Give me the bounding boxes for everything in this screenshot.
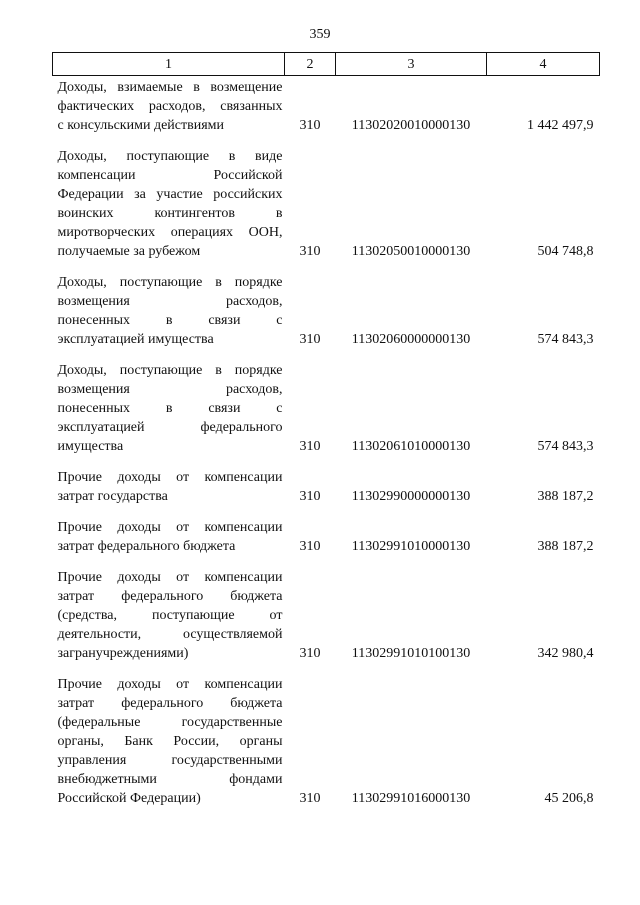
amount-value: 504 748,8	[537, 244, 594, 259]
table-row	[53, 561, 600, 668]
budget-classification-code: 11302991016000130	[351, 791, 471, 806]
description-line: эксплуатацией имущества	[57, 332, 214, 347]
admin-code: 310	[299, 791, 321, 806]
table-row	[53, 461, 600, 511]
amount-value: 45 206,8	[544, 791, 594, 806]
description-line: возмещения расходов,	[57, 294, 283, 309]
table-row	[53, 668, 600, 813]
description-line: Прочие доходы от компенсации	[57, 470, 283, 485]
revenue-description	[53, 76, 285, 141]
description-line: компенсации Российской	[57, 168, 283, 183]
column-header-2: 2	[285, 53, 336, 76]
description-line: Российской Федерации)	[57, 791, 201, 806]
description-line: Прочие доходы от компенсации	[57, 570, 283, 585]
budget-classification-code: 11302060000000130	[351, 332, 471, 347]
admin-code: 310	[299, 539, 321, 554]
budget-classification-code: 11302990000000130	[351, 489, 471, 504]
description-line: Прочие доходы от компенсации	[57, 520, 283, 535]
description-line: Доходы, поступающие в виде	[57, 149, 283, 164]
admin-code: 310	[299, 332, 321, 347]
description-line: деятельности, осуществляемой	[57, 627, 283, 642]
description-line: Прочие доходы от компенсации	[57, 677, 283, 692]
description-line: получаемые за рубежом	[57, 244, 201, 259]
revenue-description	[53, 511, 285, 561]
amount-value: 342 980,4	[537, 646, 594, 661]
budget-classification-code: 11302020010000130	[351, 118, 471, 133]
description-line: (средства, поступающие от	[57, 608, 283, 623]
description-line: Доходы, поступающие в порядке	[57, 363, 283, 378]
amount-value: 574 843,3	[537, 332, 594, 347]
description-line: органы, Банк России, органы	[57, 734, 283, 749]
description-line: внебюджетными фондами	[57, 772, 283, 787]
description-line: Федерации за участие российских	[57, 187, 283, 202]
description-line: понесенных в связи с	[57, 401, 283, 416]
table-header-row	[53, 53, 600, 76]
description-line: затрат федерального бюджета	[57, 696, 283, 711]
description-line: управления государственными	[57, 753, 283, 768]
revenue-description	[53, 140, 285, 266]
amount-value: 388 187,2	[537, 539, 594, 554]
amount-value: 1 442 497,9	[527, 118, 594, 133]
description-line: затрат федерального бюджета	[57, 539, 236, 554]
amount-value: 388 187,2	[537, 489, 594, 504]
description-line: затрат федерального бюджета	[57, 589, 283, 604]
description-line: с консульскими действиями	[57, 118, 224, 133]
column-header-3: 3	[336, 53, 487, 76]
revenue-description	[53, 668, 285, 813]
description-line: (федеральные государственные	[57, 715, 283, 730]
admin-code: 310	[299, 646, 321, 661]
column-header-1: 1	[53, 53, 285, 76]
amount-value: 574 843,3	[537, 439, 594, 454]
description-line: понесенных в связи с	[57, 313, 283, 328]
description-line: Доходы, взимаемые в возмещение	[57, 80, 283, 95]
column-header-4: 4	[487, 53, 600, 76]
table-row	[53, 511, 600, 561]
description-line: загранучреждениями)	[57, 646, 189, 661]
revenue-description	[53, 266, 285, 354]
description-line: миротворческих операциях ООН,	[57, 225, 283, 240]
revenue-table	[52, 52, 600, 813]
budget-classification-code: 11302991010000130	[351, 539, 471, 554]
description-line: затрат государства	[57, 489, 168, 504]
description-line: воинских контингентов в	[57, 206, 283, 221]
page-number: 359	[309, 27, 331, 42]
budget-classification-code: 11302050010000130	[351, 244, 471, 259]
table-row	[53, 354, 600, 461]
table-row	[53, 76, 600, 141]
description-line: фактических расходов, связанных	[57, 99, 283, 114]
admin-code: 310	[299, 489, 321, 504]
description-line: эксплуатацией федерального	[57, 420, 283, 435]
revenue-description	[53, 461, 285, 511]
table-row	[53, 140, 600, 266]
description-line: возмещения расходов,	[57, 382, 283, 397]
budget-classification-code: 11302061010000130	[351, 439, 471, 454]
budget-classification-code: 11302991010100130	[351, 646, 471, 661]
revenue-description	[53, 561, 285, 668]
revenue-description	[53, 354, 285, 461]
table-body	[53, 76, 600, 814]
description-line: имущества	[57, 439, 124, 454]
admin-code: 310	[299, 244, 321, 259]
admin-code: 310	[299, 118, 321, 133]
table-row	[53, 266, 600, 354]
description-line: Доходы, поступающие в порядке	[57, 275, 283, 290]
admin-code: 310	[299, 439, 321, 454]
